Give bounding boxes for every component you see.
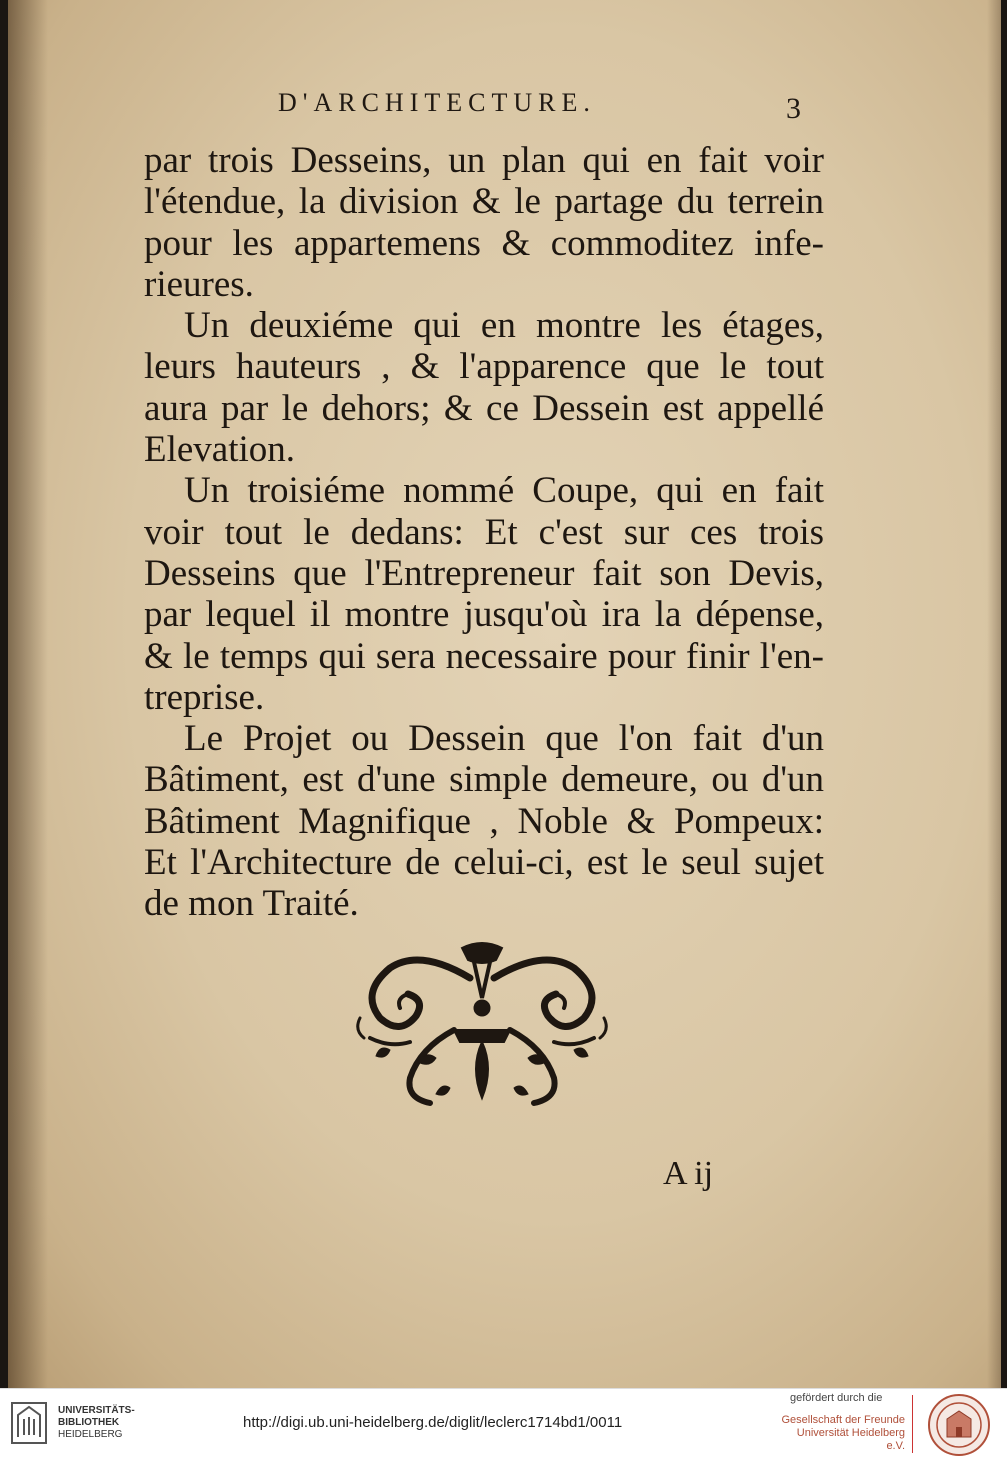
text-line: par trois Desseins, un plan qui en fait voir [144, 140, 824, 181]
text-line: treprise. [144, 676, 265, 718]
text-line: Bâtiment Magnifique , Noble & Pompeux: [144, 800, 824, 842]
text-line: Et l'Architecture de celui-ci, est le seul sujet [144, 842, 824, 884]
university-library-logo-icon [10, 1401, 48, 1445]
body-text [144, 140, 824, 925]
footer-divider [912, 1395, 913, 1453]
society-name-line: Universität Heidelberg e.V. [796, 1427, 905, 1452]
society-name-line: Gesellschaft der Freunde [781, 1414, 905, 1426]
sponsor-label: gefördert durch die [790, 1392, 883, 1404]
text-line: rieures. [144, 263, 254, 305]
text-line: leurs hauteurs , & l'apparence que le tout [144, 346, 824, 388]
text-line: & le temps qui sera necessaire pour finir l'en- [144, 635, 824, 677]
text-line: Un troisiéme nommé Coupe, qui en fait [184, 470, 824, 512]
text-line: l'étendue, la division & le partage du terrein [144, 181, 824, 223]
footer-bar [0, 1388, 1007, 1459]
library-name-line: BIBLIOTHEK [58, 1417, 120, 1428]
society-seal-icon [927, 1393, 991, 1457]
library-name-line: UNIVERSITÄTS- [58, 1405, 135, 1416]
text-line: aura par le dehors; & ce Dessein est appellé [144, 387, 824, 429]
text-line: Elevation. [144, 429, 296, 471]
page-edge [987, 0, 1001, 1388]
book-page [8, 0, 1001, 1388]
text-line: par lequel il montre jusqu'où ira la dépense, [144, 594, 824, 636]
page-number: 3 [786, 92, 801, 125]
text-line: Bâtiment, est d'une simple demeure, ou d'un [144, 759, 824, 801]
gutter-shadow [8, 0, 48, 1388]
signature-mark: A ij [663, 1155, 714, 1192]
running-head: D'ARCHITECTURE. [278, 88, 596, 117]
fleuron-ornament-icon [350, 938, 614, 1114]
text-line: Le Projet ou Dessein que l'on fait d'un [184, 718, 824, 760]
text-line: pour les appartemens & commoditez infe- [144, 222, 824, 264]
text-line: Un deuxiéme qui en montre les étages, [184, 305, 824, 347]
library-name-line: HEIDELBERG [58, 1429, 123, 1440]
society-name [781, 1414, 905, 1453]
text-line: Desseins que l'Entrepreneur fait son Devis, [144, 552, 824, 594]
permalink-url[interactable]: http://digi.ub.uni-heidelberg.de/diglit/leclerc1714bd1/0011 [243, 1414, 623, 1431]
text-line: de mon Traité. [144, 883, 359, 925]
library-name [58, 1405, 135, 1441]
text-line: voir tout le dedans: Et c'est sur ces trois [144, 511, 824, 553]
